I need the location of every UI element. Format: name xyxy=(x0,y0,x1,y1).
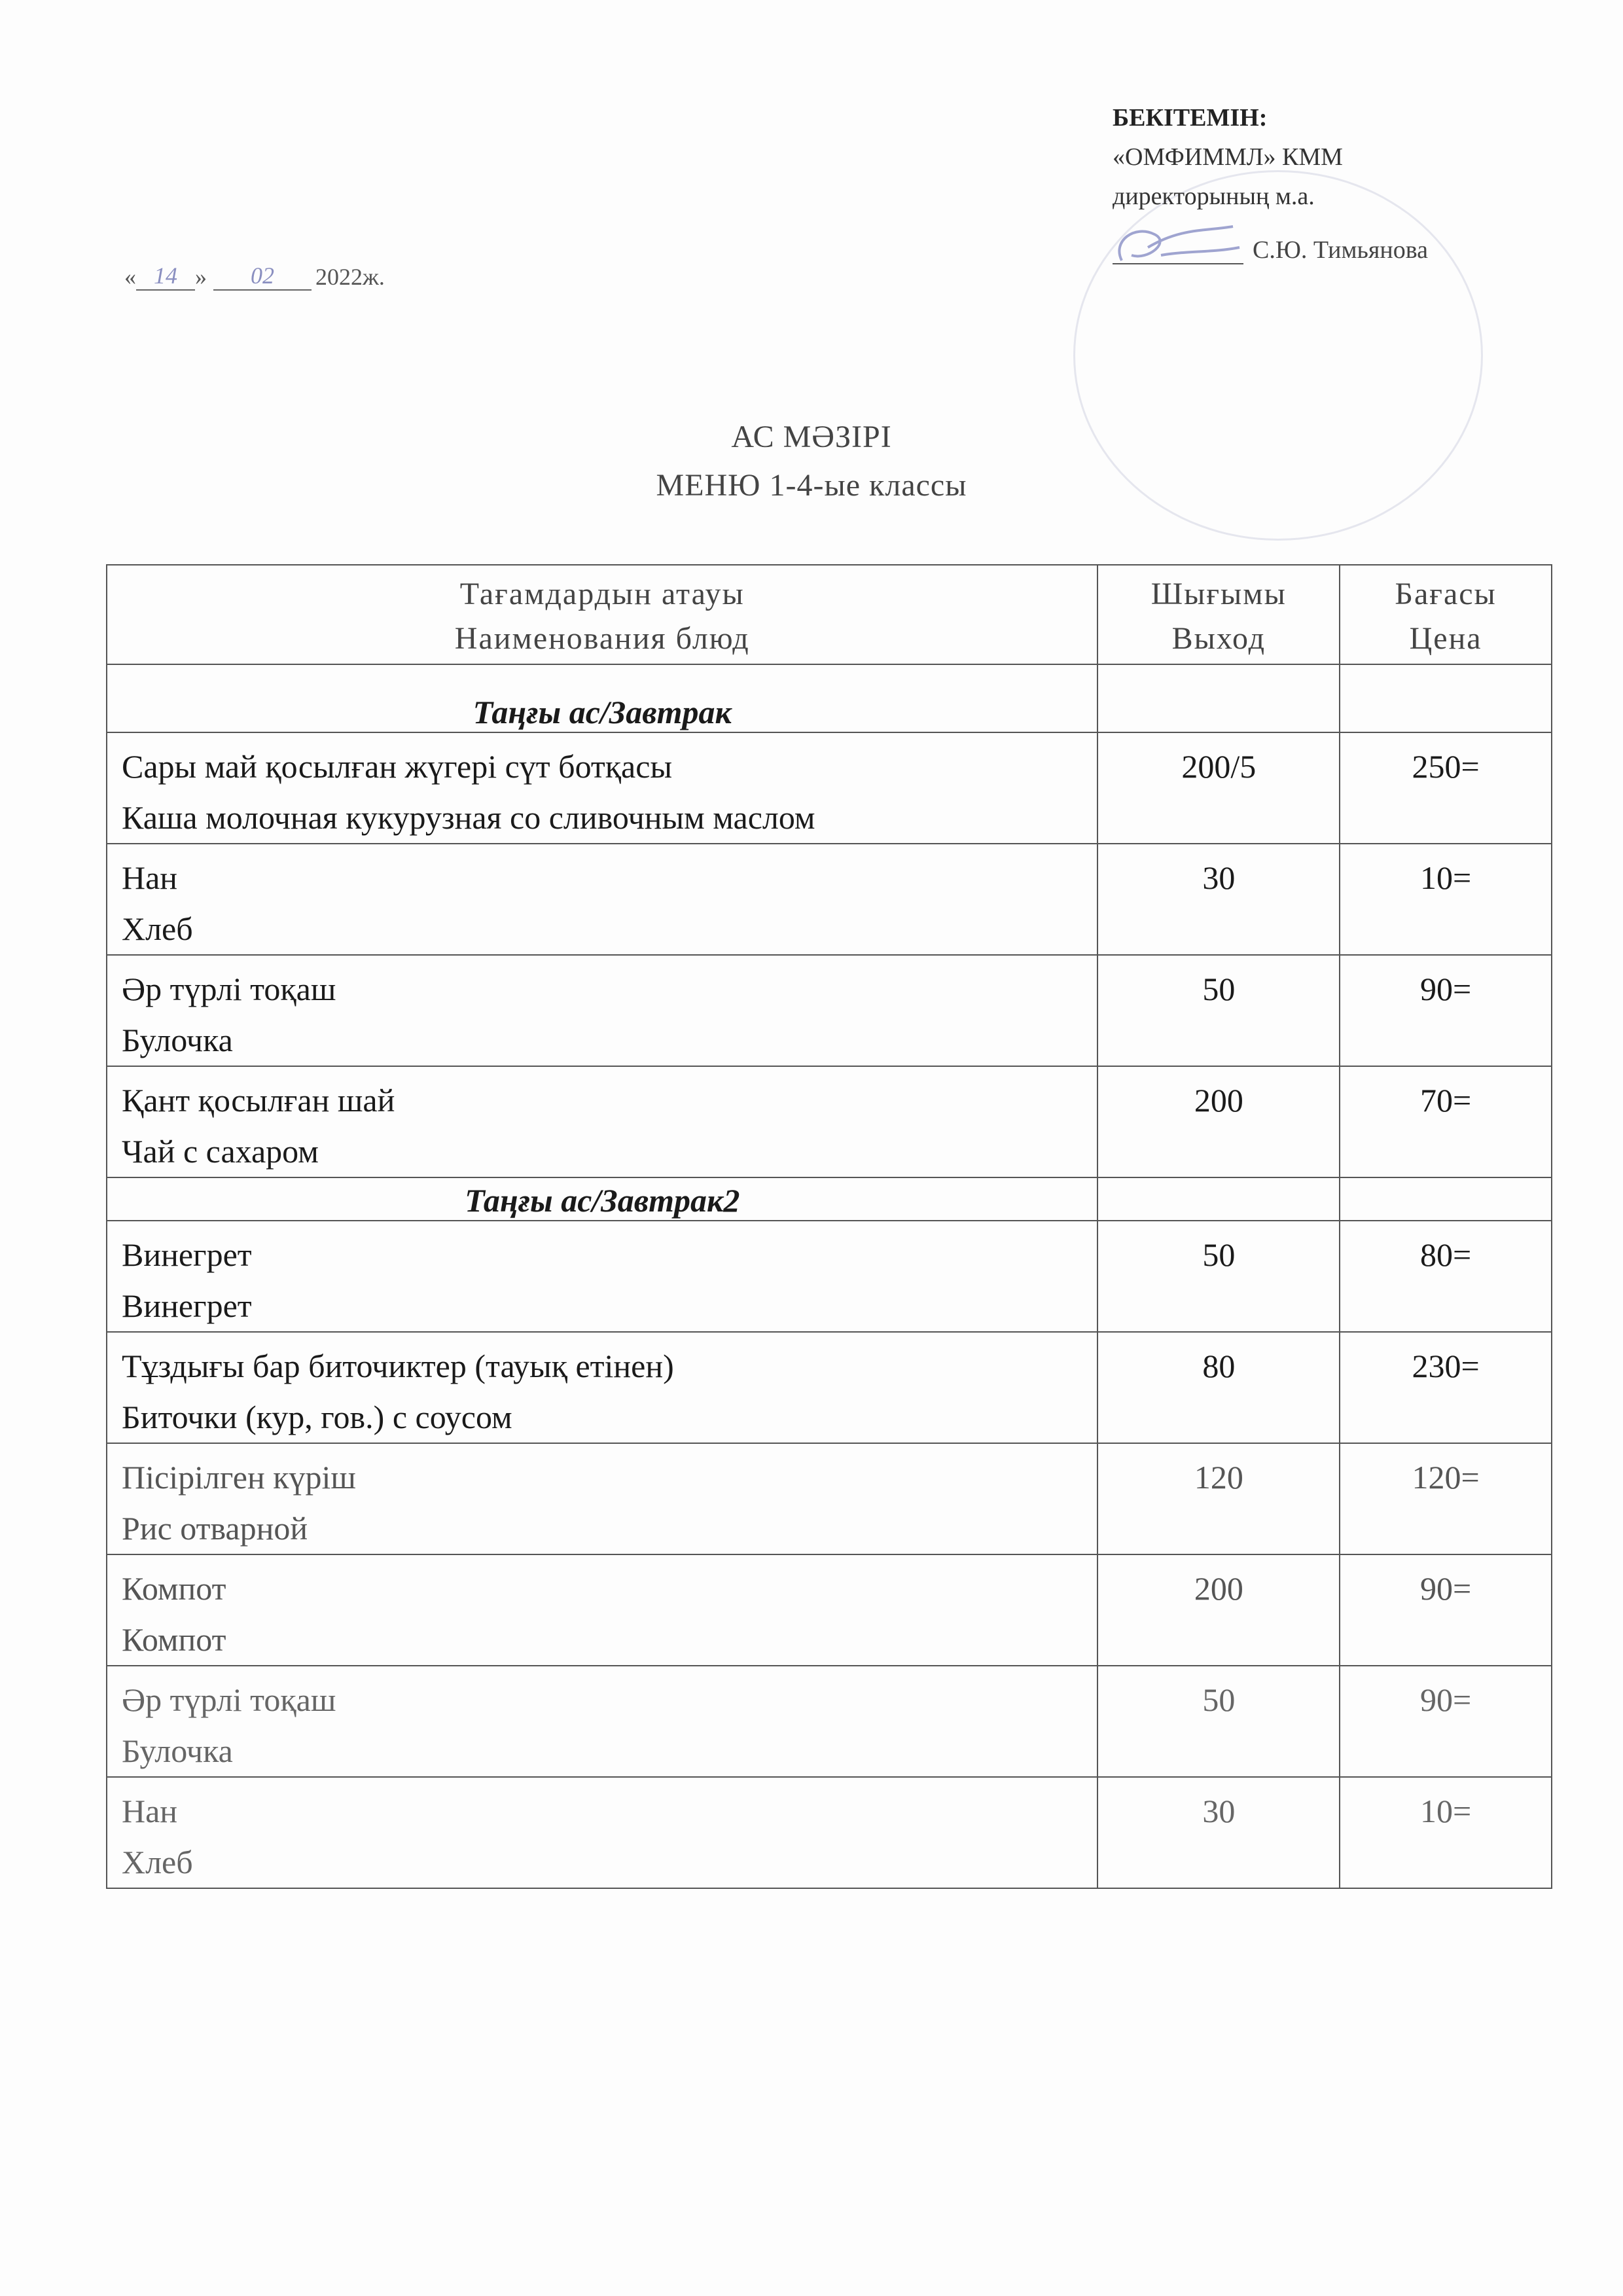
table-row xyxy=(107,1066,1552,1177)
dish-price: 10= xyxy=(1340,844,1552,955)
table-header-row xyxy=(107,565,1552,664)
header-dish-name-ru: Наименования блюд xyxy=(454,621,750,656)
dish-yield: 30 xyxy=(1097,844,1340,955)
dish-name-kz: Әр түрлі тоқаш xyxy=(122,1681,336,1718)
dish-name-kz: Әр түрлі тоқаш xyxy=(122,971,336,1007)
signatory-name: С.Ю. Тимьянова xyxy=(1253,236,1429,264)
table-row xyxy=(107,1554,1552,1666)
dish-yield: 50 xyxy=(1097,955,1340,1066)
dish-yield: 200 xyxy=(1097,1066,1340,1177)
approval-position: директорының м.а. xyxy=(1113,183,1315,210)
header-price xyxy=(1340,565,1552,664)
dish-name-ru: Винегрет xyxy=(122,1287,252,1324)
date-month: 02 xyxy=(213,262,312,291)
signature-mark xyxy=(1109,215,1246,274)
dish-name-ru: Булочка xyxy=(122,1732,233,1769)
dish-yield: 50 xyxy=(1097,1666,1340,1777)
dish-name-kz: Винегрет xyxy=(122,1236,252,1273)
header-yield xyxy=(1097,565,1340,664)
section-row-breakfast xyxy=(107,664,1552,732)
table-row xyxy=(107,732,1552,844)
header-dish-name xyxy=(107,565,1097,664)
approval-org: «ОМФИММЛ» КММ xyxy=(1113,143,1343,171)
dish-name-ru: Булочка xyxy=(122,1022,233,1058)
approval-block xyxy=(1113,98,1518,264)
dish-name-ru: Хлеб xyxy=(122,1844,193,1880)
date-year: 2022ж. xyxy=(315,264,385,290)
dish-name-kz: Қант қосылған шай xyxy=(122,1082,395,1119)
dish-name xyxy=(107,1221,1097,1332)
menu-table xyxy=(106,564,1552,1889)
date-day: 14 xyxy=(136,262,195,291)
table-row xyxy=(107,1666,1552,1777)
dish-name xyxy=(107,1666,1097,1777)
dish-name xyxy=(107,1443,1097,1554)
dish-name xyxy=(107,1066,1097,1177)
dish-name xyxy=(107,1777,1097,1888)
dish-name-ru: Чай с сахаром xyxy=(122,1133,319,1170)
dish-name-ru: Каша молочная кукурузная со сливочным маслом xyxy=(122,799,815,836)
dish-price: 90= xyxy=(1340,1554,1552,1666)
document-title: АС МӘЗІРІ xyxy=(731,420,892,454)
table-row xyxy=(107,844,1552,955)
document-subtitle: МЕНЮ 1-4-ые классы xyxy=(656,468,967,503)
table-row xyxy=(107,955,1552,1066)
dish-price: 80= xyxy=(1340,1221,1552,1332)
dish-price: 90= xyxy=(1340,955,1552,1066)
dish-price: 90= xyxy=(1340,1666,1552,1777)
section-title: Таңғы ас/Завтрак2 xyxy=(107,1177,1097,1221)
table-row xyxy=(107,1221,1552,1332)
dish-name-kz: Компот xyxy=(122,1570,226,1607)
dish-yield: 50 xyxy=(1097,1221,1340,1332)
dish-name xyxy=(107,1332,1097,1443)
dish-price: 10= xyxy=(1340,1777,1552,1888)
dish-yield: 80 xyxy=(1097,1332,1340,1443)
dish-yield: 30 xyxy=(1097,1777,1340,1888)
dish-name-ru: Рис отварной xyxy=(122,1510,308,1547)
dish-name-ru: Компот xyxy=(122,1621,226,1658)
dish-price: 230= xyxy=(1340,1332,1552,1443)
table-row xyxy=(107,1443,1552,1554)
section-row-breakfast2 xyxy=(107,1177,1552,1221)
dish-name xyxy=(107,844,1097,955)
dish-name-kz: Тұздығы бар биточиктер (тауық етінен) xyxy=(122,1348,674,1384)
dish-price: 250= xyxy=(1340,732,1552,844)
table-row xyxy=(107,1332,1552,1443)
dish-name-kz: Нан xyxy=(122,1793,178,1829)
header-price-kz: Бағасы xyxy=(1395,577,1497,611)
dish-name xyxy=(107,955,1097,1066)
approval-date: « 14 » 02 2022ж. xyxy=(124,262,385,290)
table-row xyxy=(107,1777,1552,1888)
dish-name xyxy=(107,1554,1097,1666)
dish-name-kz: Нан xyxy=(122,859,178,896)
dish-yield: 200 xyxy=(1097,1554,1340,1666)
section-title: Таңғы ас/Завтрак xyxy=(107,664,1097,732)
dish-name-kz: Пісірілген күріш xyxy=(122,1459,356,1496)
signature-row xyxy=(1113,219,1518,264)
approval-heading: БЕКІТЕМІН: xyxy=(1113,104,1268,132)
dish-name-ru: Хлеб xyxy=(122,910,193,947)
header-yield-ru: Выход xyxy=(1171,621,1266,656)
header-yield-kz: Шығымы xyxy=(1150,577,1287,611)
dish-yield: 200/5 xyxy=(1097,732,1340,844)
dish-name-kz: Сары май қосылған жүгері сүт ботқасы xyxy=(122,748,673,785)
dish-name-ru: Биточки (кур, гов.) с соусом xyxy=(122,1399,512,1435)
dish-price: 120= xyxy=(1340,1443,1552,1554)
dish-price: 70= xyxy=(1340,1066,1552,1177)
signature-line xyxy=(1113,226,1243,264)
dish-name xyxy=(107,732,1097,844)
dish-yield: 120 xyxy=(1097,1443,1340,1554)
header-price-ru: Цена xyxy=(1409,621,1482,656)
header-dish-name-kz: Тағамдардын атауы xyxy=(459,577,745,611)
